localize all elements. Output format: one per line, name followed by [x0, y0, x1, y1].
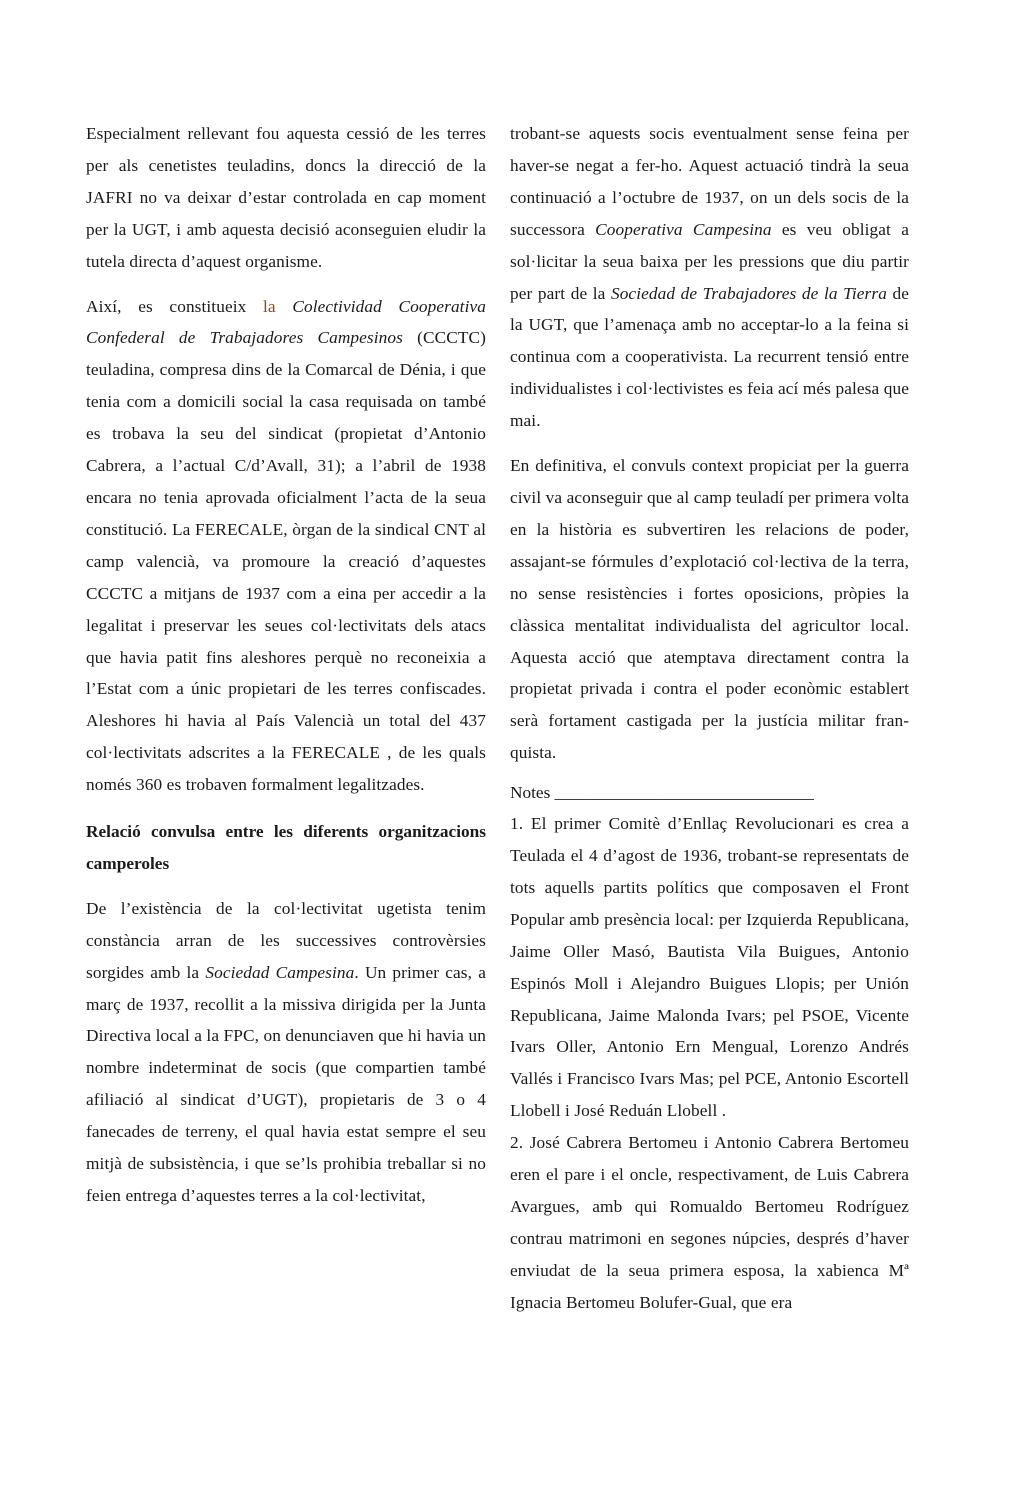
- sociedad-trabajadores: Sociedad de Trabajadores de la Tierra: [610, 283, 887, 303]
- footnote-2: 2. José Cabrera Bertomeu i Antonio Cabrera Bertomeu eren el pare i el oncle, respectivament, de Luis Cabrera Avargues, amb qui Romualdo Bertomeu Rodríguez contrau matrimoni en segones núpcies, després d’haver enviudat de la seua primera esposa, la xabienca Mª Ignacia Bertomeu Bolufer-Gual, que era: [510, 1133, 909, 1312]
- ccctc-text-start: Així, es constitueix: [86, 296, 264, 316]
- footnote-1: 1. El primer Comitè d’Enllaç Revolucionari es crea a Teulada el 4 d’agost de 1936, trobant-se representats de tots aquells partits polítics que composaven el Front Popular amb presència local: per Izquierda Republicana, Jaime Oller Masó, Bautista Vila Buigues, Antonio Espinós Moll i Alejandro Buigues Llopis; per Unión Republicana, Jaime Malonda Ivars; pel PSOE, Vicente Ivars Oller, Antonio Ern Mengual, Lorenzo Andrés Vallés i Francisco Ivars Mas; pel PCE, Antonio Escortell Llobell i José Reduán Llobell .: [510, 814, 909, 1121]
- paragraph-cessio: Especialment rellevant fou aquesta cessió de les terres per als cenetistes teuladins, doncs la direcció de la JAFRI no va deixar d’estar controlada en cap moment per la UGT, i amb aquesta decisió aconseguien eludir la tutela directa d’aquest organisme.: [86, 124, 486, 271]
- left-column: [86, 118, 486, 1212]
- continuation-text-end: de la UGT, que l’amenaça amb no acceptar-lo a la feina si continua com a cooperativista. La recurrent tensió entre individualistes i col·lectivistes es feia ací més palesa que mai.: [510, 283, 909, 431]
- ccctc-space: [276, 297, 293, 316]
- paragraph-conclusion: En definitiva, el convuls context propiciat per la guerra civil va aconseguir que al camp teuladí per primera volta en la història es subvertiren les relacions de poder, assajant-se fórmules d’explotació col·lectiva de la terra, no sense resistències i fortes oposicions, pròpies la clàssica mentalitat individualista del agricultor local. Aquesta acció que atemptava directament contra la propietat privada i contra el poder econòmic establert serà fortament castigada per la justícia militar franquista.: [510, 456, 909, 763]
- paragraph-continuation: [510, 118, 909, 437]
- section-heading: Relació convulsa entre les diferents organitzacions camperoles: [86, 822, 486, 873]
- notes-label: Notes ______________________________: [510, 783, 814, 803]
- paragraph-ccctc: [86, 291, 486, 802]
- ccctc-article: la: [263, 296, 276, 316]
- ccctc-text-rest: (CCCTC) teuladina, compresa dins de la Comarcal de Dénia, i que tenia com a domicili social la casa requisada on també es trobava la seu del sindicat (propietat d’Antonio Cabrera, a l’actual C/d’Avall, 31); a l’abril de 1938 encara no tenia aprovada oficialment l’acta de la seua constitució. La FERECALE, òrgan de la sindical CNT al camp valencià, va promoure la creació d’aquestes CCCTC a mitjans de 1937 com a eina per accedir a la legalitat i preservar les seues col·lectivitats dels atacs que havia patit fins aleshores perquè no reconeixia a l’Estat com a únic propietari de les terres confiscades. Aleshores hi havia al País Valencià un total del 437 col·lectivitats adscrites a la FERECALE , de les quals només 360 es trobaven formalment legalitzades.: [86, 328, 486, 795]
- paragraph-ugetista: [86, 893, 486, 1212]
- ugetista-text-rest: . Un primer cas, a març de 1937, recollit a la missiva dirigida per la Junta Directiva local a la FPC, on denunciaven que hi havia un nombre indeterminat de socis (que compartien també afiliació al sindicat d’UGT), propietaris de 3 o 4 fanecades de terreny, el qual havia estat sempre el seu mitjà de subsistència, i que se’ls prohibia treballar si no feien entrega d’aquestes terres a la col·lectivitat,: [86, 962, 487, 1205]
- cooperativa-campesina: Cooperativa Campesina: [595, 219, 772, 239]
- continuation-text-mid: es veu obligat a sol·licitar la seua baixa per les pressions que diu partir per part de la: [510, 219, 909, 303]
- continuation-text-start: trobant-se aquests socis eventualment sense feina per haver-se negat a fer-ho. Aquest actuació tindrà la seua continuació a l’octubre de 1937, on un dels socis de la successora: [510, 124, 909, 239]
- right-column: [510, 118, 909, 1319]
- sociedad-campesina: Sociedad Campesina: [205, 962, 355, 982]
- ccctc-name: Colectividad Cooperativa Confederal de Trabajadores Campesinos: [86, 296, 486, 348]
- ugetista-text-start: De l’existència de la col·lectivitat ugetista tenim constància arran de les successives controvèrsies sorgides amb la: [86, 898, 486, 982]
